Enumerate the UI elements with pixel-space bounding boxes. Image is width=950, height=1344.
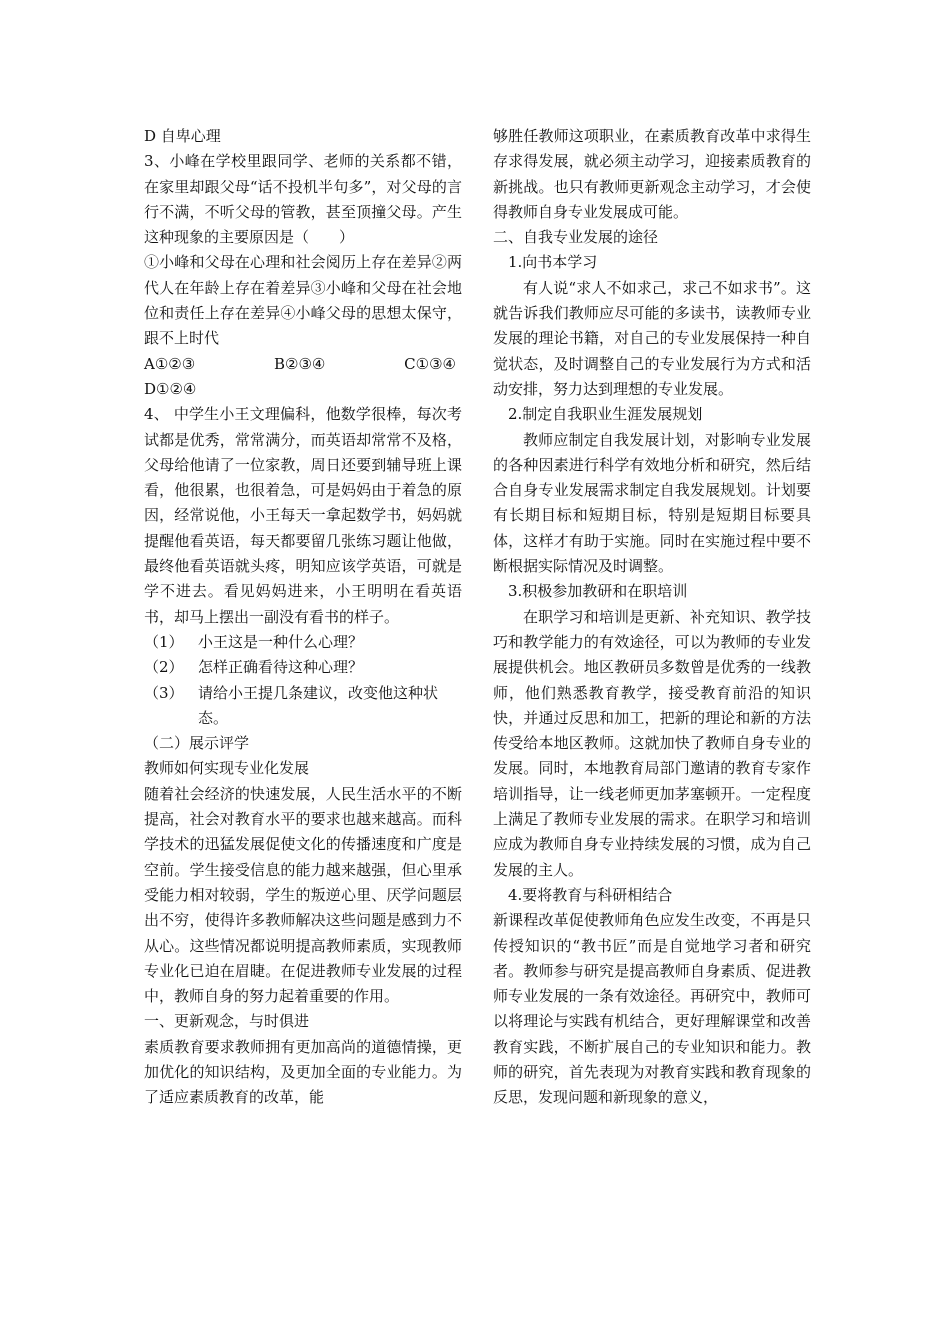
- essay-paragraph: 在职学习和培训是更新、补充知识、教学技巧和教学能力的有效途径，可以为教师的专业发展提供机会。地区教研员多数曾是优秀的一线教师，他们熟悉教育教学，接受教育前沿的知识快，并通过反思和加工，把新的理论和新的方法传受给本地区教师。这就加快了教师自身专业的发展。同时，本地教育局部门邀请的教育专家作培训指导，让一线老师更加茅塞顿开。一定程度上满足了教师专业发展的需求。在职学习和培训应成为教师自身专业持续发展的习惯，成为自己发展的主人。: [493, 607, 811, 879]
- essay-title: 教师如何实现专业化发展: [144, 759, 310, 778]
- sub-question-number: （3）: [144, 683, 184, 702]
- sub-question-text: 请给小王提几条建议，改变他这种状态。: [198, 683, 439, 727]
- essay-paragraph: 教师应制定自我发展计划，对影响专业发展的各种因素进行科学有效地分析和研究，然后结合自身专业发展需求制定自我发展规划。计划要有长期目标和短期目标，特别是短期目标要具体，这样才有助于实施。同时在实施过程中要不断根据实际情况及时调整。: [493, 430, 811, 576]
- subheading-3: 3.积极参加教研和在职培训: [508, 582, 688, 601]
- question-3-items: ①小峰和父母在心理和社会阅历上存在差异②两代人在年龄上存在着差异③小峰和父母在社会地位和责任上存在差异④小峰父母的思想太保守，跟不上时代: [144, 253, 462, 348]
- question-3-options: [144, 352, 462, 377]
- sub-question-3: [144, 681, 462, 732]
- subheading-1: 1.向书本学习: [508, 253, 598, 272]
- essay-heading-2: 二、自我专业发展的途径: [493, 228, 659, 247]
- subheading-2: 2.制定自我职业生涯发展规划: [508, 405, 703, 424]
- sub-question-text: 怎样正确看待这种心理？: [198, 658, 364, 677]
- sub-question-2: [144, 655, 462, 680]
- option-a: A①②③: [144, 354, 196, 373]
- essay-paragraph: 够胜任教师这项职业，在素质教育改革中求得生存求得发展，就必须主动学习，迎接素质教育的新挑战。也只有教师更新观念主动学习，才会使得教师自身专业发展成可能。: [493, 127, 811, 221]
- essay-paragraph: 素质教育要求教师拥有更加高尚的道德情操，更加优化的知识结构，及更加全面的专业能力。为了适应素质教育的改革，能: [144, 1037, 462, 1107]
- sub-question-number: （1）: [144, 632, 184, 651]
- question-3-stem: 3、小峰在学校里跟同学、老师的关系都不错，在家里却跟父母“话不投机半句多”，对父母的言行不满，不听父母的管教，甚至顶撞父母。产生这种现象的主要原因是（ ）: [144, 152, 462, 247]
- option-d: D①②④: [144, 379, 197, 398]
- subheading-4: 4.要将教育与科研相结合: [508, 885, 673, 904]
- sub-question-1: [144, 630, 462, 655]
- left-column: [144, 124, 462, 1111]
- sub-question-text: 小王这是一种什么心理？: [198, 632, 364, 651]
- right-column: [493, 124, 811, 1111]
- question-4-stem: 4、 中学生小王文理偏科，他数学很棒，每次考试都是优秀，常常满分，而英语却常常不及格，父母给他请了一位家教，周日还要到辅导班上课看，他很累，也很着急，可是妈妈由于着急的原因，经常说他，小王每天一拿起数学书，妈妈就提醒他看英语，每天都要留几张练习题让他做，最终他看英语就头疼，明知应该学英语，可就是学不进去。看见妈妈进来，小王明明在看英语书，却马上摆出一副没有看书的样子。: [144, 405, 462, 626]
- option-d-text: D 自卑心理: [144, 127, 221, 145]
- essay-heading-1: 一、更新观念，与时俱进: [144, 1012, 310, 1031]
- essay-paragraph: 新课程改革促使教师角色应发生改变，不再是只传授知识的“教书匠”而是自觉地学习者和研究者。教师参与研究是提高教师自身素质、促进教师专业发展的一条有效途径。再研究中，教师可以将理论与实践有机结合，更好理解课堂和改善教育实践，不断扩展自己的专业知识和能力。教师的研究，首先表现为对教育实践和教育现象的反思，发现问题和新现象的意义，: [493, 911, 811, 1107]
- section-heading: （二）展示评学: [144, 734, 250, 753]
- option-b: B②③④: [273, 354, 326, 373]
- option-c: C①③④: [404, 354, 456, 373]
- sub-question-number: （2）: [144, 658, 184, 677]
- essay-paragraph: 随着社会经济的快速发展，人民生活水平的不断提高，社会对教育水平的要求也越来越高。而科学技术的迅猛发展促使文化的传播速度和广度是空前。学生接受信息的能力越来越强，但心里承受能力相对较弱，学生的叛逆心里、厌学问题层出不穷，使得许多教师解决这些问题是感到力不从心。这些情况都说明提高教师素质，实现教师专业化已迫在眉睫。在促进教师专业发展的过程中，教师自身的努力起着重要的作用。: [144, 784, 462, 1006]
- essay-paragraph: 有人说“求人不如求己，求己不如求书”。这就告诉我们教师应尽可能的多读书，读教师专业发展的理论书籍，对自己的专业发展保持一种自觉状态，及时调整自己的专业发展行为方式和活动安排，努力达到理想的专业发展。: [493, 278, 811, 398]
